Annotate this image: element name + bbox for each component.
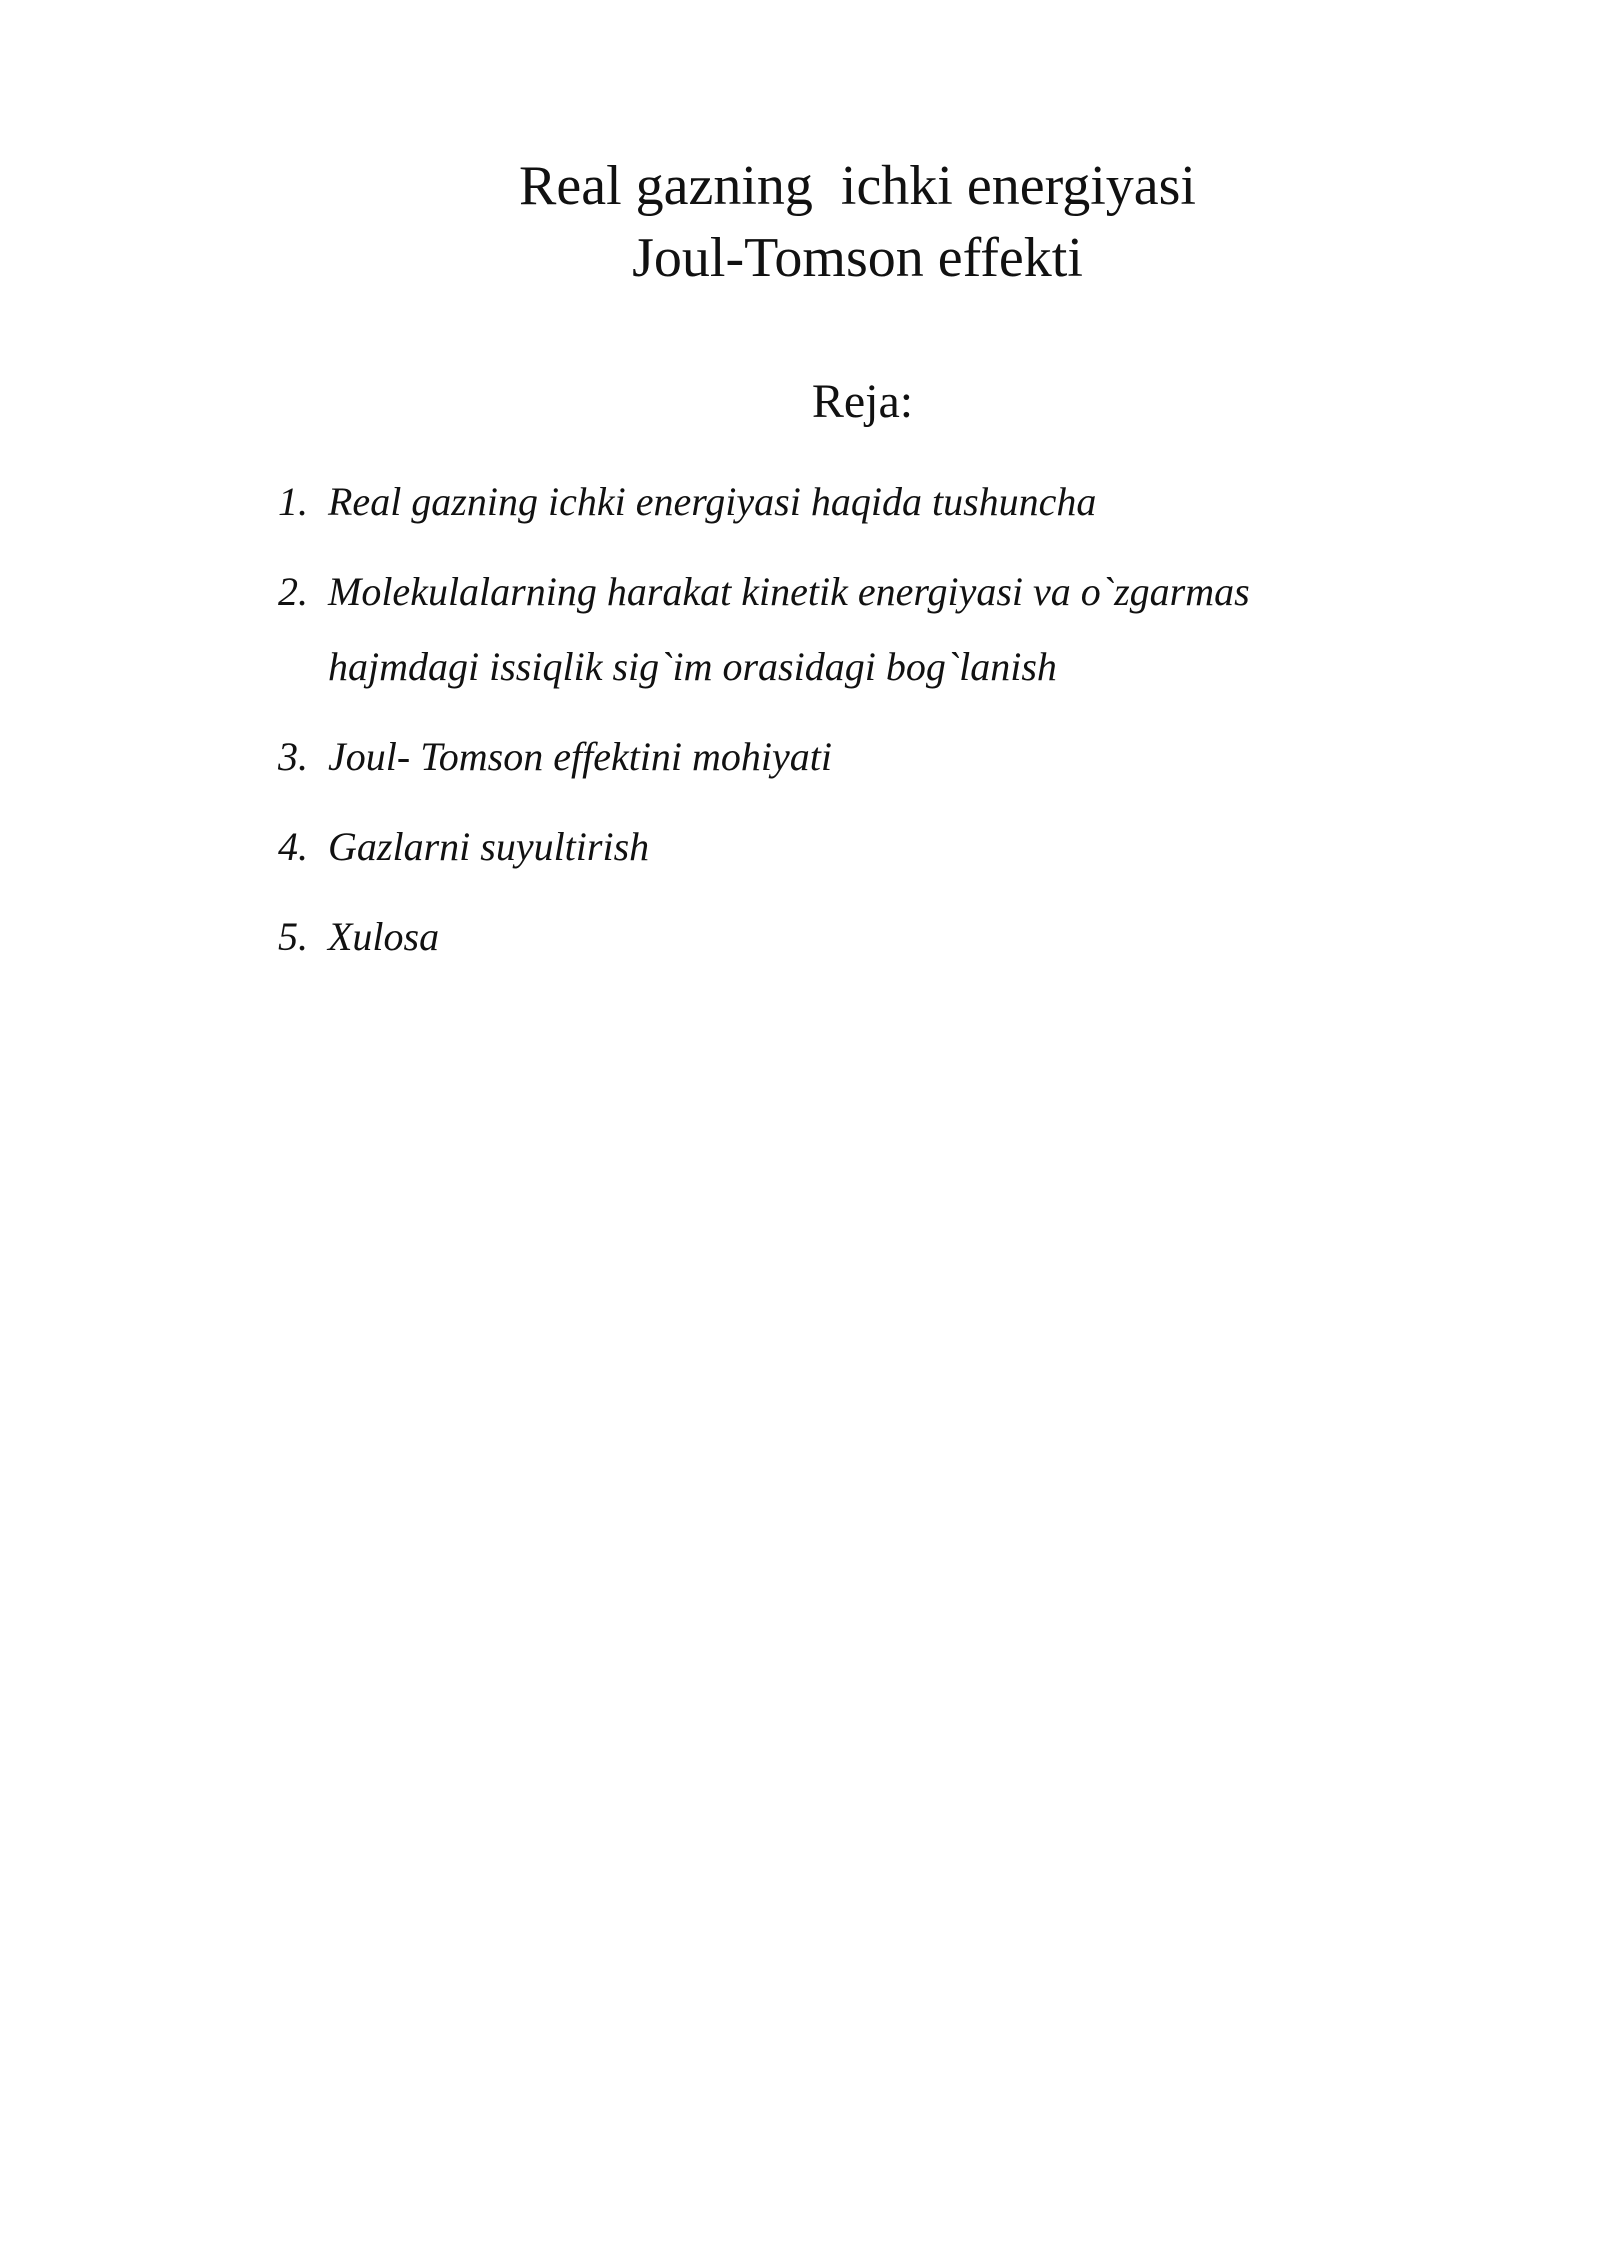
title-line-1: Real gazning ichki energiyasi (519, 155, 1196, 217)
plan-item-text: Gazlarni suyultirish (328, 824, 650, 869)
plan-item-text-line-2: hajmdagi issiqlik sig`im orasidagi bog`lanish (328, 644, 1057, 689)
plan-item-text-line-1: Molekulalarning harakat kinetik energiyasi va o`zgarmas (328, 569, 1250, 614)
plan-item-number: 5. (278, 914, 308, 959)
plan-item-text: Real gazning ichki energiyasi haqida tushuncha (328, 479, 1097, 524)
title-line-2: Joul-Tomson effekti (632, 227, 1083, 289)
plan-item-number: 3. (278, 734, 308, 779)
plan-item-text: Joul- Tomson effektini mohiyati (328, 734, 833, 779)
plan-item-number: 4. (278, 824, 308, 869)
plan-heading: Reja: (811, 375, 914, 428)
plan-item-number: 1. (278, 479, 308, 524)
document-title (0, 150, 1600, 294)
plan-item-number: 2. (278, 569, 308, 614)
plan-item-text: Xulosa (328, 914, 440, 959)
